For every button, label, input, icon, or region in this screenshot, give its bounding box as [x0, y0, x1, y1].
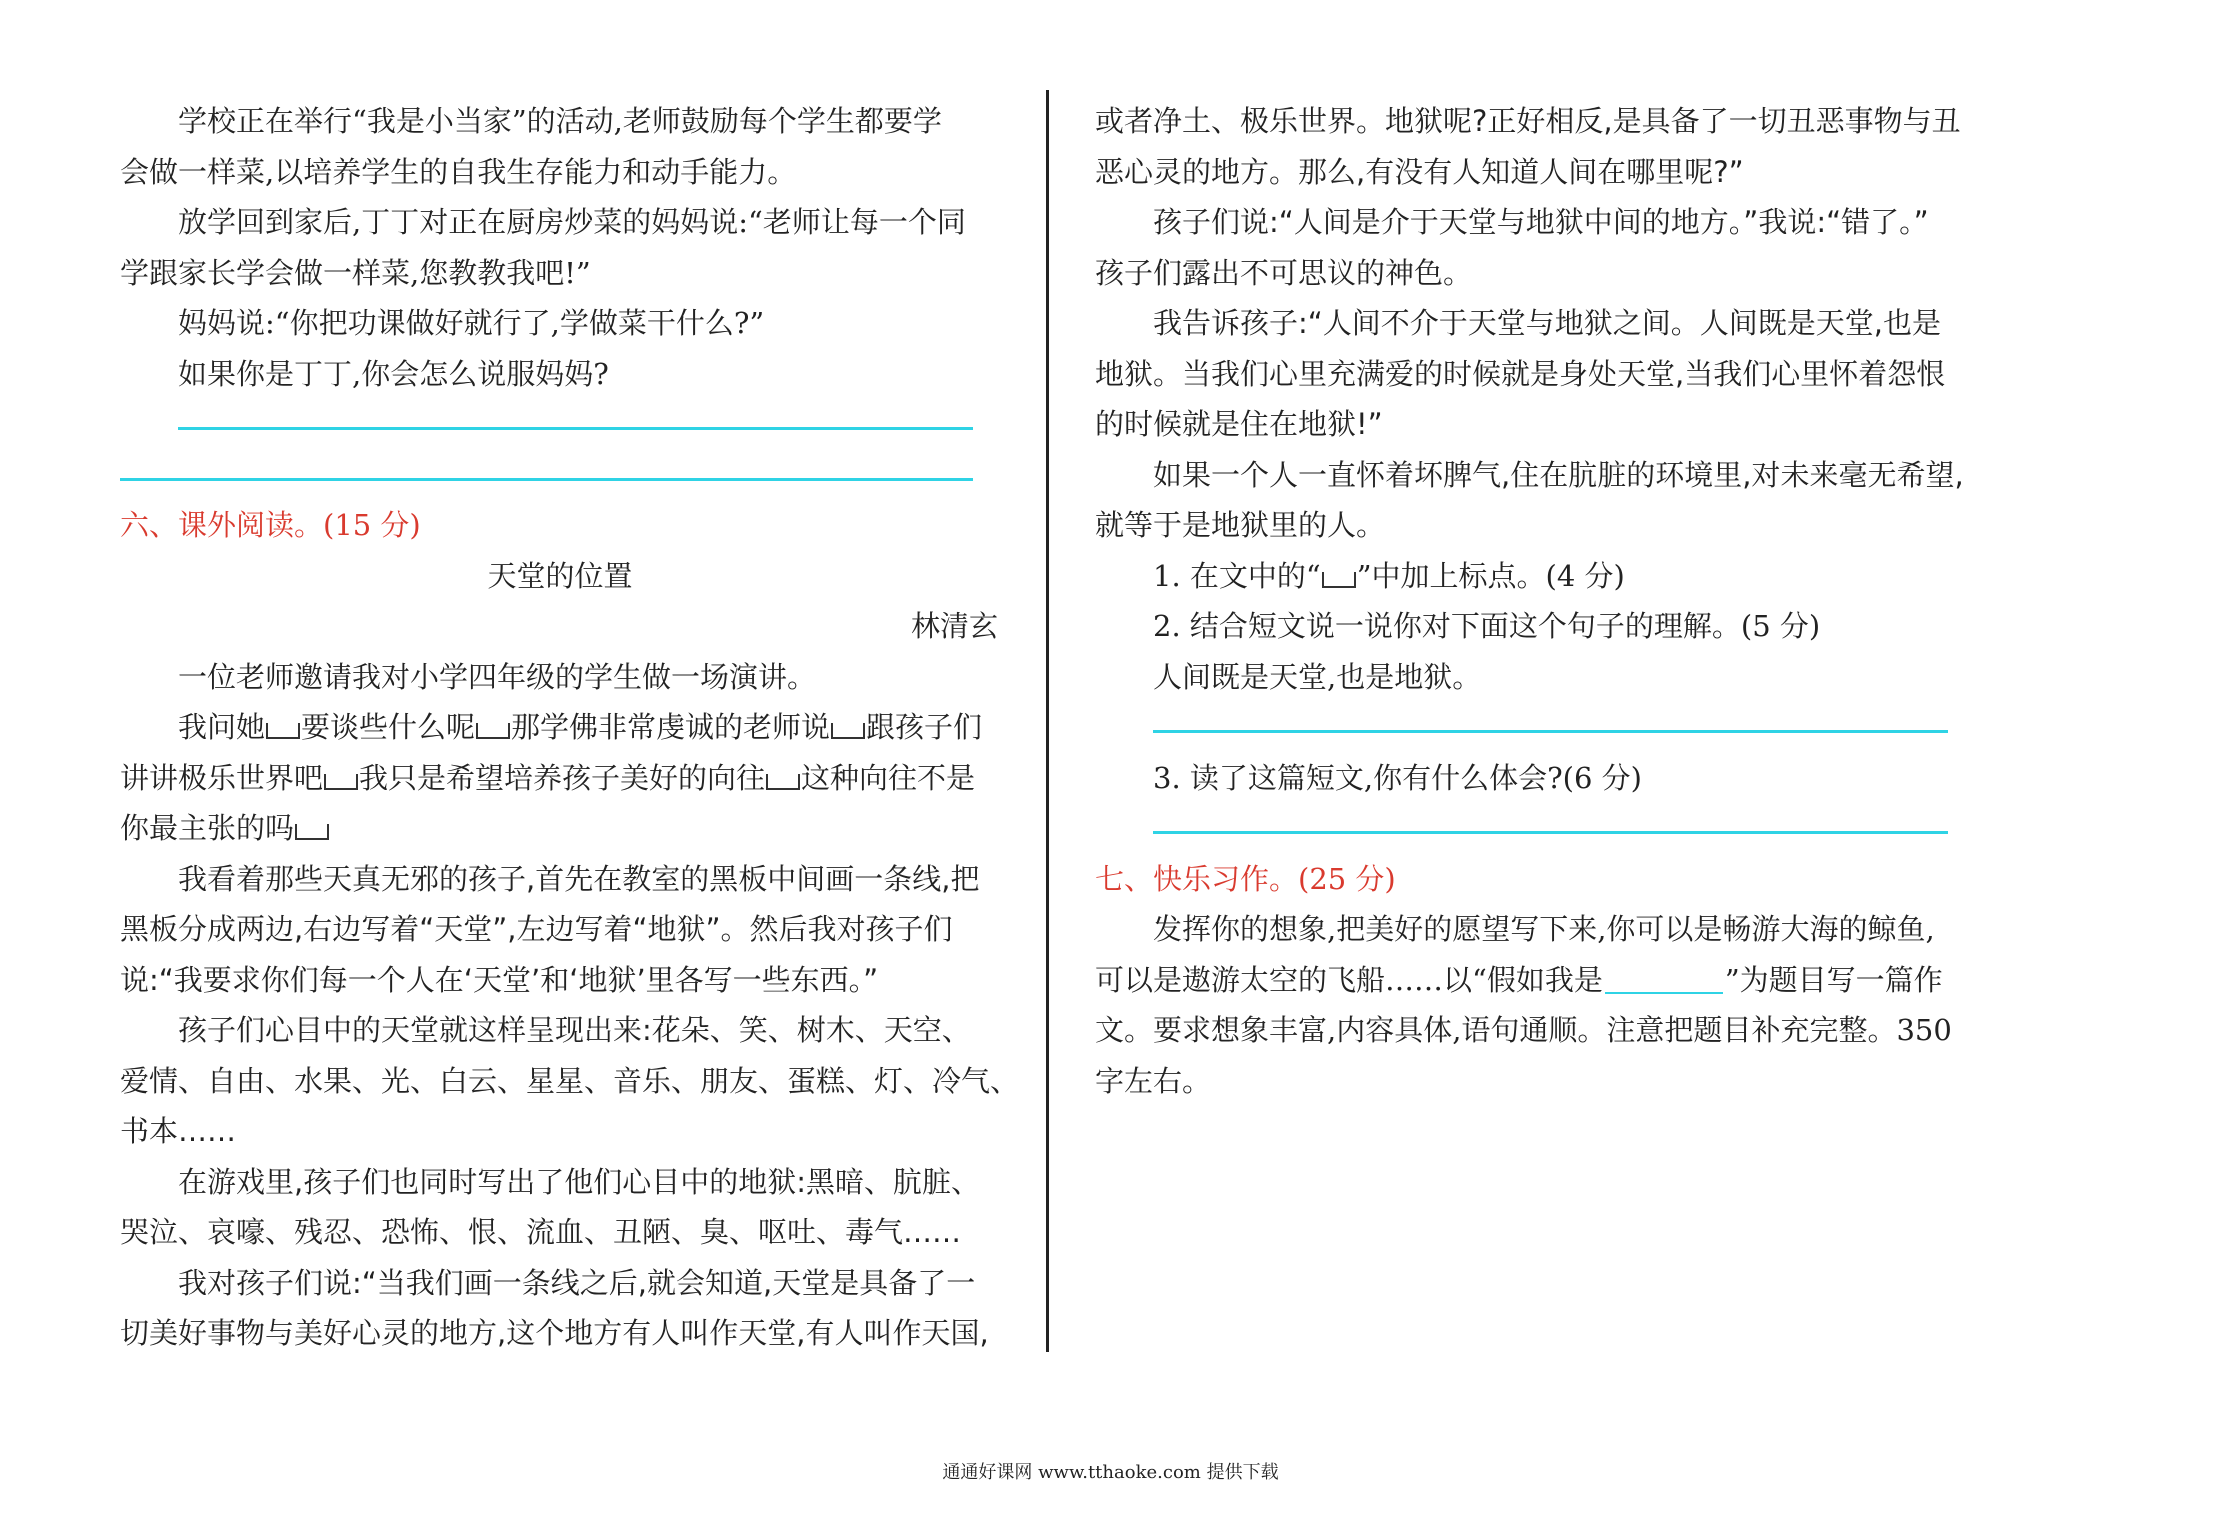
paragraph-line: 我告诉孩子:“人间不介于天堂与地狱之间。人间既是天堂,也是	[1153, 306, 1942, 340]
paragraph-line: 爱情、自由、水果、光、白云、星星、音乐、朋友、蛋糕、灯、冷气、	[120, 1063, 1020, 1098]
question-prompt: 如果你是丁丁,你会怎么说服妈妈?	[178, 356, 609, 391]
paragraph-line: 发挥你的想象,把美好的愿望写下来,你可以是畅游大海的鲸鱼,	[1153, 912, 1935, 946]
answer-line[interactable]	[1095, 803, 1980, 854]
punctuation-blank[interactable]	[766, 774, 800, 790]
paragraph-line: 在游戏里,孩子们也同时写出了他们心目中的地狱:黑暗、肮脏、	[178, 1164, 980, 1199]
answer-line[interactable]	[120, 399, 1000, 450]
paragraph-line: 放学回到家后,丁丁对正在厨房炒菜的妈妈说:“老师让每一个同	[178, 205, 966, 239]
paragraph-line: 孩子们露出不可思议的神色。	[1095, 255, 1473, 290]
paragraph-line: 或者净土、极乐世界。地狱呢?正好相反,是具备了一切丑恶事物与丑	[1095, 104, 1961, 138]
section-heading: 六、课外阅读。(15 分)	[120, 508, 421, 542]
right-column	[1095, 96, 1980, 1106]
paragraph-line: 文。要求想象丰富,内容具体,语句通顺。注意把题目补充完整。350	[1095, 1013, 1952, 1047]
left-column	[120, 96, 1020, 1359]
quoted-sentence: 人间既是天堂,也是地狱。	[1153, 659, 1482, 694]
paragraph-line: 地狱。当我们心里充满爱的时候就是身处天堂,当我们心里怀着怨恨	[1095, 356, 1946, 391]
punctuation-blank[interactable]	[476, 723, 510, 739]
paragraph-line: 孩子们说:“人间是介于天堂与地狱中间的地方。”我说:“错了。”	[1153, 205, 1929, 239]
question-2: 2. 结合短文说一说你对下面这个句子的理解。(5 分)	[1153, 609, 1821, 643]
column-divider	[1046, 90, 1049, 1352]
paragraph-line: 的时候就是住在地狱!”	[1095, 407, 1383, 441]
paragraph-line: 就等于是地狱里的人。	[1095, 508, 1386, 542]
story-author: 林清玄	[910, 609, 998, 643]
paragraph-line: 黑板分成两边,右边写着“天堂”,左边写着“地狱”。然后我对孩子们	[120, 912, 953, 946]
title-blank[interactable]	[1605, 962, 1723, 994]
punctuation-blank[interactable]	[831, 723, 865, 739]
paragraph-line: 恶心灵的地方。那么,有没有人知道人间在哪里呢?”	[1095, 154, 1744, 189]
paragraph-line: 我问她 要谈些什么呢 那学佛非常虔诚的老师说 跟孩子们	[178, 710, 983, 744]
paragraph-line: 可以是遨游太空的飞船……以“假如我是 ”为题目写一篇作	[1095, 962, 1943, 997]
paragraph-line: 哭泣、哀嚎、残忍、恐怖、恨、流血、丑陋、臭、呕吐、毒气……	[120, 1215, 962, 1249]
question-3: 3. 读了这篇短文,你有什么体会?(6 分)	[1153, 760, 1642, 795]
paragraph-line: 书本……	[120, 1114, 237, 1148]
story-title: 天堂的位置	[487, 558, 633, 593]
paragraph-line: 学跟家长学会做一样菜,您教教我吧!”	[120, 255, 591, 290]
answer-line[interactable]	[1095, 702, 1980, 753]
paragraph-line: 我对孩子们说:“当我们画一条线之后,就会知道,天堂是具备了一	[178, 1265, 976, 1300]
paragraph-line: 切美好事物与美好心灵的地方,这个地方有人叫作天堂,有人叫作天国,	[120, 1316, 989, 1350]
page-footer: 通通好课网 www.tthaoke.com 提供下载	[942, 1462, 1279, 1483]
paragraph-line: 我看着那些天真无邪的孩子,首先在教室的黑板中间画一条线,把	[178, 861, 980, 896]
question-1: 1. 在文中的“ ”中加上标点。(4 分)	[1153, 558, 1625, 593]
section-heading: 七、快乐习作。(25 分)	[1095, 861, 1396, 896]
paragraph-line: 妈妈说:“你把功课做好就行了,学做菜干什么?”	[178, 306, 765, 340]
paragraph-line: 学校正在举行“我是小当家”的活动,老师鼓励每个学生都要学	[178, 104, 942, 138]
paragraph-line: 字左右。	[1095, 1063, 1212, 1098]
punctuation-blank[interactable]	[266, 723, 300, 739]
punctuation-blank-icon	[1322, 572, 1356, 588]
paragraph-line: 一位老师邀请我对小学四年级的学生做一场演讲。	[178, 659, 817, 694]
paragraph-line: 说:“我要求你们每一个人在‘天堂’和‘地狱’里各写一些东西。”	[120, 962, 879, 997]
paragraph-line: 如果一个人一直怀着坏脾气,住在肮脏的环境里,对未来毫无希望,	[1153, 457, 1964, 492]
paragraph-line: 孩子们心目中的天堂就这样呈现出来:花朵、笑、树木、天空、	[178, 1013, 971, 1047]
punctuation-blank[interactable]	[295, 824, 329, 840]
punctuation-blank[interactable]	[324, 774, 358, 790]
answer-line[interactable]	[120, 450, 1000, 501]
paragraph-line: 讲讲极乐世界吧 我只是希望培养孩子美好的向往 这种向往不是	[120, 760, 976, 795]
paragraph-line: 你最主张的吗	[120, 803, 1000, 854]
paragraph-line: 会做一样菜,以培养学生的自我生存能力和动手能力。	[120, 154, 797, 189]
